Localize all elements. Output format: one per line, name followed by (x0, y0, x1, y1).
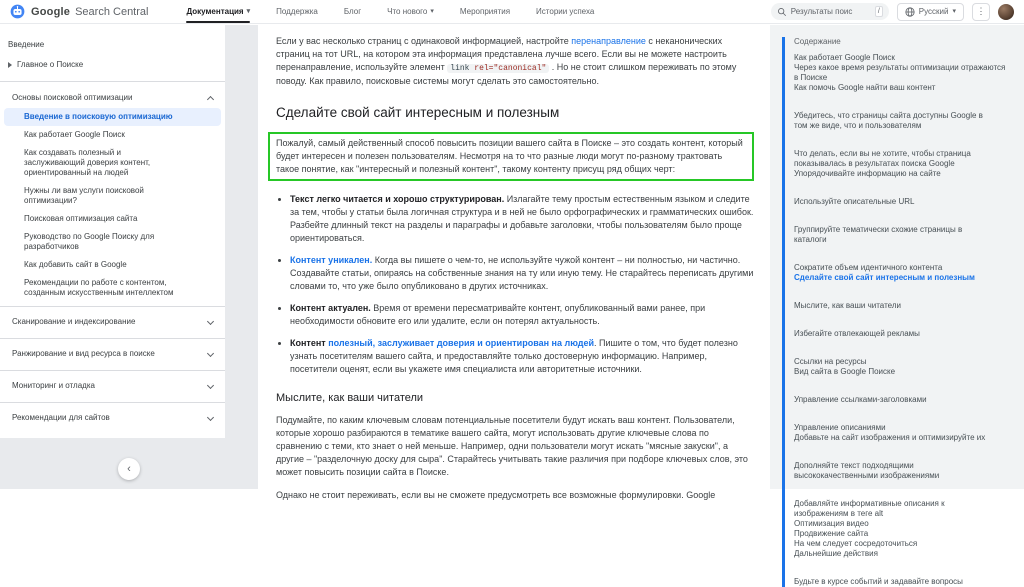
search-icon (777, 7, 787, 17)
toc-item[interactable]: Вид сайта в Google Поиске (794, 367, 896, 376)
header-nav-item[interactable]: Истории успеха (536, 7, 595, 16)
toc-item[interactable]: Сократите объем идентичного контента (794, 263, 943, 272)
search-input[interactable] (771, 3, 889, 20)
toc-item[interactable]: Упорядочивайте информацию на сайте (794, 169, 941, 178)
toc-item[interactable]: Используйте описательные URL (794, 197, 915, 206)
section-heading-make-site-useful: Сделайте свой сайт интересным и полезным (276, 105, 560, 120)
collapse-sidebar-button[interactable]: ‹ (118, 458, 140, 480)
sidebar-nav-item[interactable]: Рекомендации по работе с контентом, созданным искусственным интеллектом (24, 278, 174, 297)
header-nav-item[interactable]: Что нового ▾ (387, 7, 434, 16)
sidebar-top-item[interactable]: Главное о Поиске (0, 55, 225, 75)
expand-arrow-icon (8, 62, 12, 68)
search-placeholder: Результаты поис (790, 7, 853, 16)
toc-item[interactable]: Продвижение сайта (794, 529, 869, 538)
header-nav-item[interactable]: Поддержка (276, 7, 318, 16)
toc-item[interactable]: Через какое время результаты оптимизации отражаются в Поиске (794, 63, 1006, 82)
toc-item[interactable]: Ссылки на ресурсы (794, 357, 867, 366)
header (0, 0, 1024, 24)
more-options-kebab-button[interactable]: ⋮ (972, 3, 990, 21)
section-heading-think-like-readers: Мыслите, как ваши читатели (276, 392, 424, 404)
user-avatar[interactable] (998, 4, 1014, 20)
toc-item[interactable]: Избегайте отвлекающей рекламы (794, 329, 920, 338)
toc-item[interactable]: Оптимизация видео (794, 519, 869, 528)
left-sidebar (0, 25, 258, 489)
toc-item[interactable]: Будьте в курсе событий и задавайте вопросы (794, 577, 963, 586)
toc-item[interactable]: Сделайте свой сайт интересным и полезным (794, 273, 975, 282)
chevron-up-icon (207, 96, 214, 103)
toc-item[interactable]: Добавляйте информативные описания к изображениям в теге alt (794, 499, 945, 518)
language-label: Русский (918, 7, 949, 16)
header-nav-item[interactable]: Блог (343, 7, 362, 16)
sidebar-collapsed-section[interactable]: Рекомендации для сайтов (0, 402, 225, 430)
paragraph-keywords: Подумайте, по каким ключевым словам потенциальные посетители будут искать ваш контент. Пользователи, которые хорошо разбираются в тематике вашего сайта, могут использовать другие ключевые слова по сравнению с теми, кто знает о ней меньше. Например, одни пользователи могут искать "мясные закуски", а другие – "разделочную доску для сыра". Старайтесь учитывать такие различия при подборе ключевых слов, это может повысить позиции сайта в Поиске. (276, 415, 748, 477)
body-columns (0, 25, 1024, 586)
header-nav (186, 0, 594, 24)
toc-title: Содержание (794, 37, 841, 46)
chevron-down-icon (207, 350, 214, 357)
chevron-down-icon (207, 414, 214, 421)
list-item: • Контент полезный, заслуживает доверия и ориентирован на людей. Пишите о том, что будет полезно узнать посетителям вашего сайта, и предоставляйте только достоверную информацию. Например, посетители оценят, если вы укажете имя специалиста или авторитетные источники. (290, 337, 754, 376)
green-highlight-box (268, 132, 754, 181)
search-central-robot-logo-icon[interactable] (10, 4, 25, 19)
paragraph-dont-worry: Однако не стоит переживать, если вы не сможете предусмотреть все возможные формулировки. Google (276, 490, 716, 500)
header-nav-item[interactable]: Мероприятия (459, 7, 511, 16)
chevron-down-icon (207, 318, 214, 325)
toc-item[interactable]: Как работает Google Поиск (794, 53, 895, 62)
toc-item[interactable]: Добавьте на сайт изображения и оптимизируйте их (794, 433, 986, 442)
sidebar-top-item[interactable]: Введение (8, 40, 45, 49)
toc-item[interactable]: Дальнейшие действия (794, 549, 878, 558)
sidebar-nav-item[interactable]: Как создавать полезный и заслуживающий доверия контент, ориентированный на людей (24, 148, 151, 177)
toc-item[interactable]: Как помочь Google найти ваш контент (794, 83, 936, 92)
list-item: • Контент уникален. Когда вы пишете о чем-то, не используйте чужой контент – ни полностью, ни частично. Создавайте статьи, опираясь на собственные знания на ту или иную тему. Не старайтесь переписать другими словами то, что уже было опубликовано в других источниках. (290, 254, 754, 293)
sidebar-nav-item[interactable]: Нужны ли вам услуги поисковой оптимизации? (24, 186, 144, 205)
sidebar-collapsed-section[interactable]: Сканирование и индексирование (0, 306, 225, 334)
inline-doc-link[interactable]: полезный, заслуживает доверия и ориентирован на людей (328, 338, 595, 348)
chevron-down-icon: ▾ (952, 8, 956, 15)
chevron-down-icon: ▾ (246, 8, 251, 15)
header-right (771, 3, 1014, 21)
list-item: • Текст легко читается и хорошо структурирован. Излагайте тему простым естественным языком и следите за тем, чтобы у статьи была логичная структура и в ней не было орфографических и грамматических ошибок. Разбейте длинный текст на разделы и параграфы и добавьте заголовки, чтобы пользователям было проще ориентироваться. (290, 193, 754, 245)
sidebar-nav-item[interactable]: Поисковая оптимизация сайта (24, 214, 138, 223)
highlighted-paragraph: Пожалуй, самый действенный способ повысить позиции вашего сайта в Поиске – это создать контент, который будет интересен и полезен пользователям. Несмотря на то что разные люди могут по-разному трактовать такое понятие, как "интересный и полезный контент", такому контенту присущ ряд общих черт: (276, 138, 743, 174)
paragraph-canonical: Если у вас несколько страниц с одинаковой информацией, настройте перенаправление с неканонических страниц на тот URL, на котором эта информация представлена лучше всего. Если вы не можете настроить перенаправление, используйте элемент link rel="canonical" . Но не стоит слишком переживать по этому поводу. Как правило, поисковые системы могут сделать это самостоятельно. (276, 36, 737, 86)
code-chip: link rel="canonical" (447, 64, 549, 73)
chevron-down-icon (207, 382, 214, 389)
globe-icon (905, 7, 915, 17)
sidebar-section-seo-basics[interactable]: Основы поисковой оптимизации (0, 88, 225, 108)
toc-item[interactable]: На чем следует сосредоточиться (794, 539, 918, 548)
sidebar-collapsed-section[interactable]: Мониторинг и отладка (0, 370, 225, 398)
sidebar-collapsed-section[interactable]: Ранжирование и вид ресурса в поиске (0, 338, 225, 366)
book-nav (0, 25, 225, 438)
toc-item[interactable]: Управление ссылками-заголовками (794, 395, 927, 404)
sidebar-nav-item[interactable]: Введение в поисковую оптимизацию (4, 108, 221, 126)
brand-home-link[interactable] (31, 6, 148, 18)
content-traits-list (290, 193, 754, 376)
toc-item[interactable]: Управление описаниями (794, 423, 886, 432)
toc-item[interactable]: Убедитесь, что страницы сайта доступны Google в том же виде, что и пользователям (794, 111, 983, 130)
sidebar-nav-item[interactable]: Руководство по Google Поиску для разработчиков (24, 232, 155, 251)
divider (0, 81, 225, 82)
chevron-down-icon: ▾ (430, 8, 434, 15)
toc-item[interactable]: Группируйте тематически схожие страницы в каталоги (794, 225, 963, 244)
brand-suffix: Search Central (75, 5, 149, 18)
table-of-contents (782, 37, 1014, 587)
inline-doc-link[interactable]: Контент уникален. (290, 255, 373, 265)
doc-content (258, 25, 770, 500)
toc-item[interactable]: Что делать, если вы не хотите, чтобы страница показывалась в результатах поиска Google (794, 149, 971, 168)
toc-item[interactable]: Мыслите, как ваши читатели (794, 301, 901, 310)
toc-item[interactable]: Дополняйте текст подходящими высококачественными изображениями (794, 461, 940, 480)
slash-shortcut-key: / (875, 6, 883, 17)
sidebar-nav-item[interactable]: Как работает Google Поиск (24, 130, 125, 139)
redirect-link[interactable]: перенаправление (571, 36, 646, 46)
list-item: • Контент актуален. Время от времени пересматривайте контент, опубликованный вами ранее, при необходимости обновите его или удалите, если он потерял актуальность. (290, 302, 754, 328)
header-nav-item[interactable]: Документация ▾ (186, 0, 250, 24)
sidebar-nav-item[interactable]: Как добавить сайт в Google (24, 260, 127, 269)
language-selector[interactable] (897, 3, 964, 21)
right-sidebar (770, 25, 1024, 586)
brand-google: Google (31, 5, 71, 18)
